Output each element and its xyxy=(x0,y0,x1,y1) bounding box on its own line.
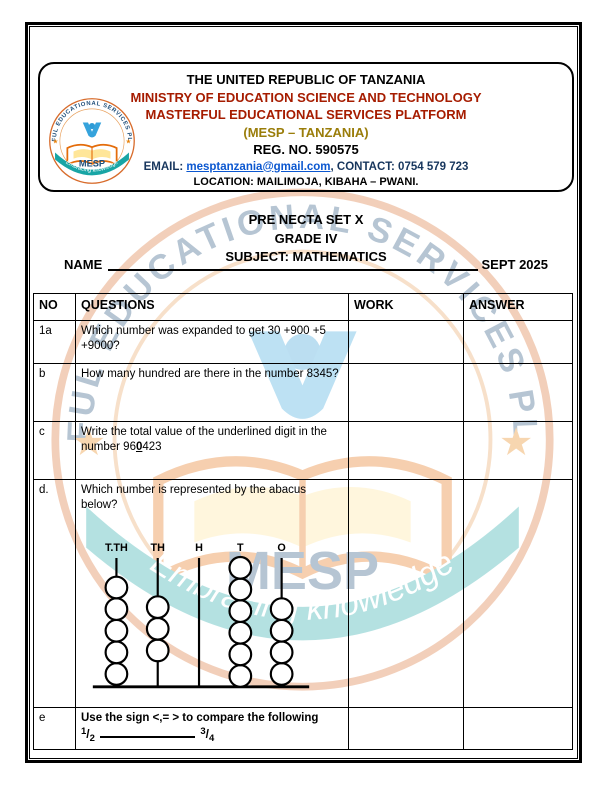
work-cell xyxy=(349,364,464,422)
abacus-figure-wrap xyxy=(83,539,343,700)
letterhead-box xyxy=(38,62,574,192)
question-number: e xyxy=(34,708,76,750)
table-header-row xyxy=(34,294,573,321)
svg-text:TH: TH xyxy=(150,542,165,555)
work-cell xyxy=(349,422,464,480)
table-row xyxy=(34,480,573,708)
exam-series: PRE NECTA SET X xyxy=(248,212,364,227)
answer-cell xyxy=(464,708,573,750)
question-text-post: 423 xyxy=(142,441,162,454)
header-no: NO xyxy=(34,294,76,321)
underlined-digit: 0 xyxy=(135,441,143,454)
exam-subject: SUBJECT: MATHEMATICS xyxy=(225,249,387,264)
work-cell xyxy=(349,708,464,750)
answer-cell xyxy=(464,480,573,708)
fraction-three-quarters: $^3/_4$ xyxy=(200,726,215,745)
email-link[interactable]: mesptanzania@gmail.com xyxy=(186,160,331,173)
question-text: Which number was expanded to get 30 +900 +5 +9000? xyxy=(76,321,349,364)
question-text xyxy=(76,708,349,750)
svg-text:T.TH: T.TH xyxy=(105,542,128,555)
table-row xyxy=(34,708,573,750)
letterhead-platform: MASTERFUL EDUCATIONAL SERVICES PLATFORM xyxy=(145,107,467,122)
question-text-line: Which number is represented by the abacus below? xyxy=(81,484,307,512)
letterhead-location: LOCATION: MAILIMOJA, KIBAHA – PWANI. xyxy=(193,175,419,188)
table-row xyxy=(34,364,573,422)
svg-text:O: O xyxy=(277,542,286,555)
question-text-line: Use the sign <,= > to compare the following xyxy=(81,712,319,724)
contact-number: , CONTACT: 0754 579 723 xyxy=(330,160,469,173)
svg-text:T: T xyxy=(237,542,244,555)
questions-table xyxy=(33,293,573,750)
svg-text:H: H xyxy=(195,542,203,555)
work-cell xyxy=(349,480,464,708)
abacus-figure xyxy=(83,539,319,695)
work-cell xyxy=(349,321,464,364)
name-label: NAME xyxy=(64,257,103,272)
table-row xyxy=(34,321,573,364)
header-answer: ANSWER xyxy=(464,294,573,321)
question-number: d. xyxy=(34,480,76,708)
exam-grade: GRADE IV xyxy=(274,230,338,246)
question-number: b xyxy=(34,364,76,422)
email-label: EMAIL: xyxy=(143,160,187,173)
compare-fractions-line xyxy=(81,726,343,746)
mesp-logo xyxy=(48,97,136,185)
fraction-one-half: $^1/_2$ xyxy=(81,726,95,745)
question-number: c xyxy=(34,422,76,480)
answer-cell xyxy=(464,364,573,422)
table-row xyxy=(34,422,573,480)
question-text xyxy=(76,422,349,480)
letterhead-short-name: (MESP – TANZANIA) xyxy=(243,124,369,140)
answer-cell xyxy=(464,422,573,480)
question-text xyxy=(76,480,349,708)
question-text: How many hundred are there in the number 8345? xyxy=(76,364,349,422)
letterhead-country: THE UNITED REPUBLIC OF TANZANIA xyxy=(186,72,426,87)
exam-date: SEPT 2025 xyxy=(481,257,548,272)
answer-cell xyxy=(464,321,573,364)
letterhead-ministry: MINISTRY OF EDUCATION SCIENCE AND TECHNOLOGY xyxy=(130,89,482,105)
header-questions: QUESTIONS xyxy=(76,294,349,321)
letterhead-reg-no: REG. NO. 590575 xyxy=(253,142,359,157)
header-work: WORK xyxy=(349,294,464,321)
comparison-blank-field xyxy=(100,727,195,738)
question-text-pre: Write the total value of the underlined digit in the number 96 xyxy=(81,426,327,454)
question-number: 1a xyxy=(34,321,76,364)
name-blank-field xyxy=(108,255,477,271)
name-row xyxy=(64,255,548,272)
